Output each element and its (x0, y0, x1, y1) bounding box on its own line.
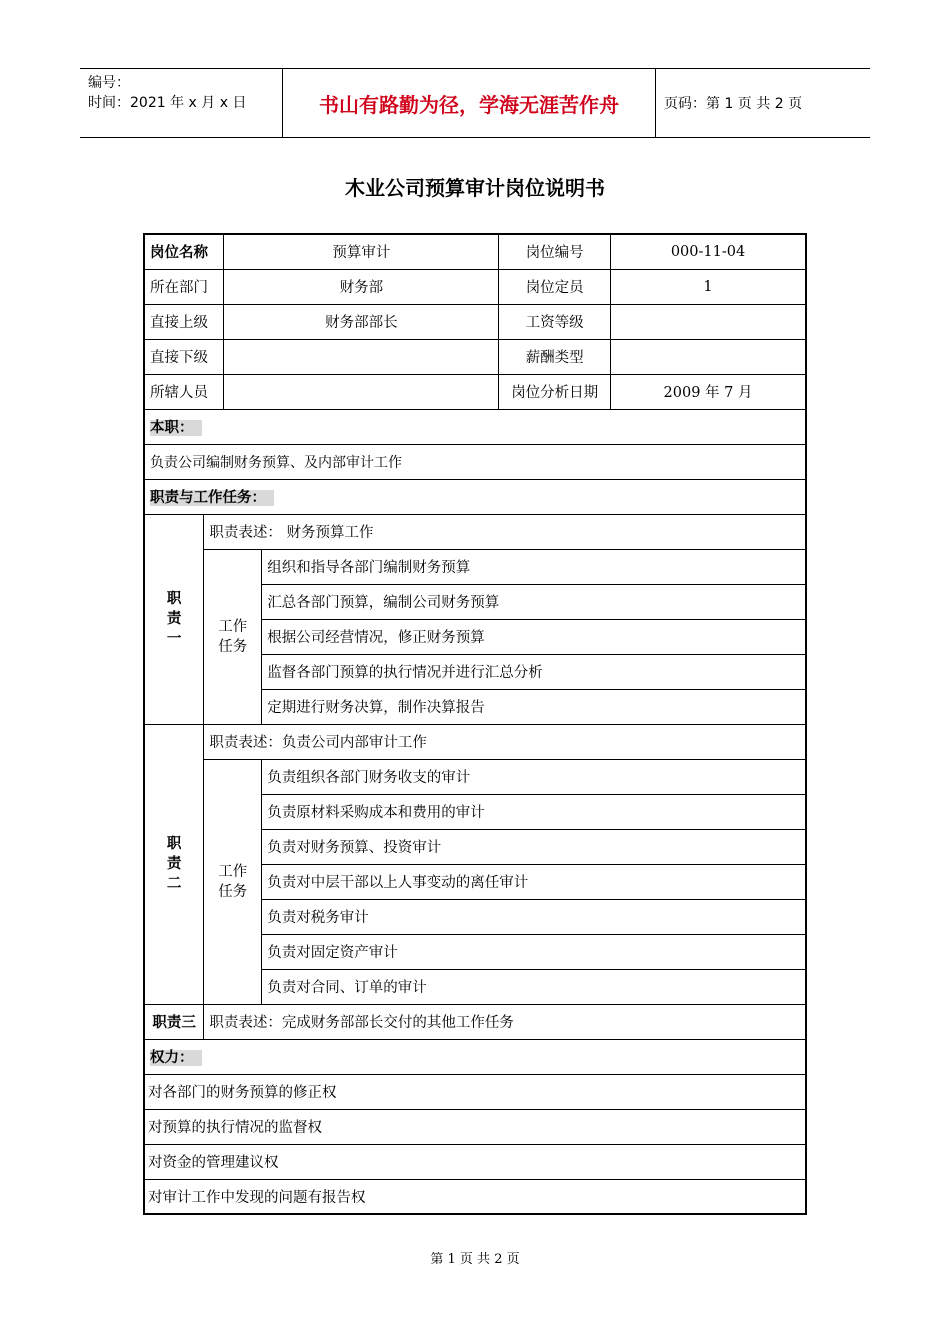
subordinate-label: 直接下级 (144, 339, 224, 374)
duty1-task-item: 组织和指导各部门编制财务预算 (262, 549, 806, 584)
authority-item: 对资金的管理建议权 (144, 1144, 806, 1179)
post-name-value: 预算审计 (224, 234, 499, 269)
staff-value (224, 374, 499, 409)
duty2-task-item: 负责对合同、订单的审计 (262, 969, 806, 1004)
wage-value (611, 304, 806, 339)
page-header (80, 68, 870, 138)
duty3-description: 职责表述：完成财务部部长交付的其他工作任务 (204, 1004, 806, 1039)
duty2-label: 职 责 二 (144, 724, 204, 1004)
duty1-task-item: 定期进行财务决算，制作决算报告 (262, 689, 806, 724)
analysis-date-label: 岗位分析日期 (499, 374, 611, 409)
authority-item: 对审计工作中发现的问题有报告权 (144, 1179, 806, 1214)
duty-summary-heading: 本职： (144, 409, 806, 444)
duty2-task-item: 负责对中层干部以上人事变动的离任审计 (262, 864, 806, 899)
duty3-label: 职责三 (144, 1004, 204, 1039)
duty1-task-item: 监督各部门预算的执行情况并进行汇总分析 (262, 654, 806, 689)
duty1-label: 职 责 一 (144, 514, 204, 724)
duty1-task-item: 根据公司经营情况，修正财务预算 (262, 619, 806, 654)
staff-label: 所辖人员 (144, 374, 224, 409)
duty2-task-item: 负责对固定资产审计 (262, 934, 806, 969)
duty1-task-label: 工作 任务 (204, 549, 262, 724)
superior-label: 直接上级 (144, 304, 224, 339)
duty2-task-item: 负责组织各部门财务收支的审计 (262, 759, 806, 794)
superior-value: 财务部部长 (224, 304, 499, 339)
job-description-table (143, 233, 807, 1215)
subordinate-value (224, 339, 499, 374)
duty1-description: 职责表述： 财务预算工作 (204, 514, 806, 549)
duty2-task-item: 负责对财务预算、投资审计 (262, 829, 806, 864)
post-code-value: 000-11-04 (611, 234, 806, 269)
dept-value: 财务部 (224, 269, 499, 304)
dept-label: 所在部门 (144, 269, 224, 304)
duty1-task-item: 汇总各部门预算，编制公司财务预算 (262, 584, 806, 619)
document-title: 木业公司预算审计岗位说明书 (345, 176, 605, 200)
salary-type-value (611, 339, 806, 374)
number-label: 编号： (88, 75, 130, 91)
analysis-date-value: 2009 年 7 月 (611, 374, 806, 409)
duty2-task-item: 负责对税务审计 (262, 899, 806, 934)
header-meta (88, 73, 280, 113)
page-footer: 第 1 页 共 2 页 (430, 1252, 520, 1267)
authority-heading: 权力： (144, 1039, 806, 1074)
duty-summary-text: 负责公司编制财务预算、及内部审计工作 (144, 444, 806, 479)
wage-label: 工资等级 (499, 304, 611, 339)
header-page-info: 页码：第 1 页 共 2 页 (664, 96, 803, 112)
duty2-task-label: 工作 任务 (204, 759, 262, 1004)
post-name-label: 岗位名称 (144, 234, 224, 269)
duties-heading: 职责与工作任务： (144, 479, 806, 514)
authority-item: 对预算的执行情况的监督权 (144, 1109, 806, 1144)
headcount-value: 1 (611, 269, 806, 304)
duty2-description: 职责表述：负责公司内部审计工作 (204, 724, 806, 759)
salary-type-label: 薪酬类型 (499, 339, 611, 374)
post-code-label: 岗位编号 (499, 234, 611, 269)
header-motto: 书山有路勤为径，学海无涯苦作舟 (282, 69, 656, 137)
headcount-label: 岗位定员 (499, 269, 611, 304)
time-label: 时间：2021 年 x 月 x 日 (88, 95, 247, 111)
duty2-task-item: 负责原材料采购成本和费用的审计 (262, 794, 806, 829)
authority-item: 对各部门的财务预算的修正权 (144, 1074, 806, 1109)
